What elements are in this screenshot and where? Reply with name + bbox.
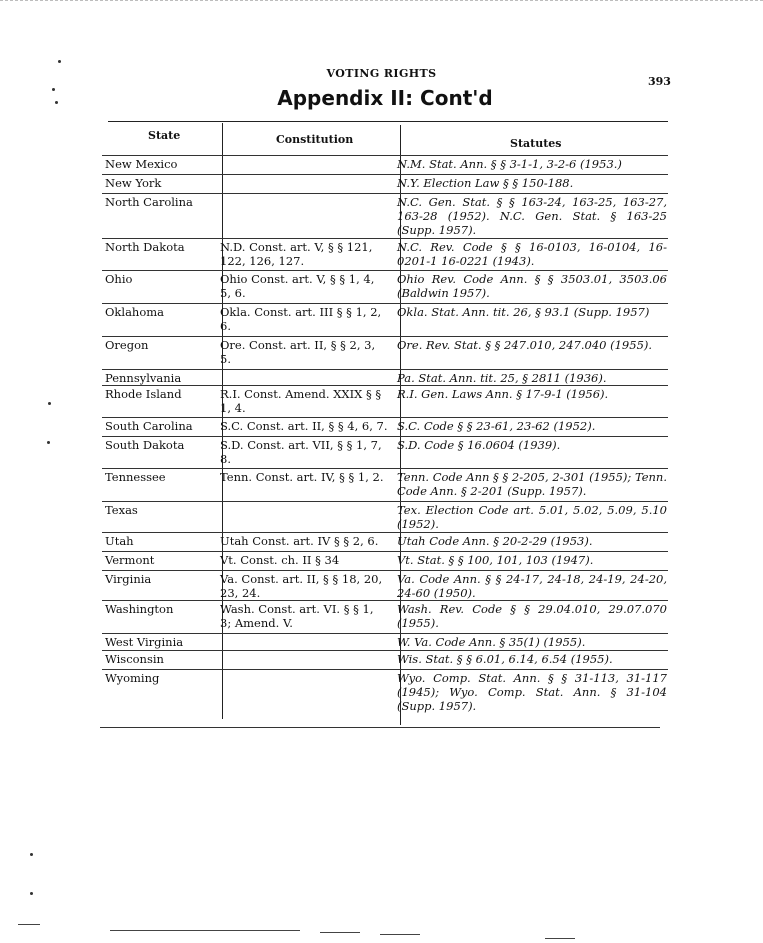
row-rule	[102, 501, 668, 502]
constitution-cell: Ohio Const. art. V, § § 1, 4, 5, 6.	[220, 272, 375, 300]
row-rule	[102, 303, 668, 304]
scan-edge-mark	[110, 930, 300, 931]
row-rule	[102, 270, 668, 271]
state-cell: Utah	[105, 534, 134, 548]
state-cell: New York	[105, 176, 162, 190]
scan-speck	[52, 88, 55, 91]
column-header-constitution: Constitution	[276, 133, 354, 146]
scan-top-edge	[0, 0, 763, 1]
statutes-cell: Pa. Stat. Ann. tit. 25, § 2811 (1936).	[397, 371, 607, 385]
row-rule	[102, 532, 668, 533]
state-cell: New Mexico	[105, 157, 178, 171]
row-rule	[102, 385, 668, 386]
row-rule	[102, 468, 668, 469]
row-rule	[102, 551, 668, 552]
statutes-cell: Vt. Stat. § § 100, 101, 103 (1947).	[397, 553, 594, 567]
column-header-state: State	[148, 129, 181, 142]
statutes-cell: N.M. Stat. Ann. § § 3-1-1, 3-2-6 (1953.)	[397, 157, 622, 171]
scan-edge-mark	[545, 938, 575, 939]
constitution-cell: Ore. Const. art. II, § § 2, 3, 5.	[220, 338, 376, 366]
row-rule	[102, 155, 668, 156]
scan-speck	[30, 892, 33, 895]
constitution-cell: S.D. Const. art. VII, § § 1, 7, 8.	[220, 438, 382, 466]
page-number: 393	[648, 75, 671, 88]
state-cell: Wisconsin	[105, 652, 164, 666]
statutes-cell: S.D. Code § 16.0604 (1939).	[397, 438, 561, 452]
row-rule	[102, 633, 668, 634]
scan-speck	[55, 101, 58, 104]
state-cell: Washington	[105, 602, 174, 616]
state-cell: Texas	[105, 503, 138, 517]
statutes-cell: Tenn. Code Ann § § 2-205, 2-301 (1955); Tenn. Code Ann. § 2-201 (Supp. 1957).	[397, 470, 667, 498]
row-rule	[102, 600, 668, 601]
statutes-cell: S.C. Code § § 23-61, 23-62 (1952).	[397, 419, 596, 433]
constitution-cell: Va. Const. art. II, § § 18, 20, 23, 24.	[220, 572, 383, 600]
statutes-cell: N.Y. Election Law § § 150-188.	[397, 176, 574, 190]
statutes-cell: W. Va. Code Ann. § 35(1) (1955).	[397, 635, 586, 649]
constitution-cell: Wash. Const. art. VI. § § 1, 3; Amend. V.	[220, 602, 374, 630]
row-rule	[102, 369, 668, 370]
row-rule	[102, 669, 668, 670]
statutes-cell: Wyo. Comp. Stat. Ann. § § 31-113, 31-117 (1945); Wyo. Comp. Stat. Ann. § 31-104 (Supp. 1957).	[397, 671, 667, 713]
row-rule	[102, 436, 668, 437]
state-cell: Oklahoma	[105, 305, 165, 319]
scan-speck	[30, 853, 33, 856]
constitution-cell: Tenn. Const. art. IV, § § 1, 2.	[220, 470, 384, 484]
statutes-cell: Va. Code Ann. § § 24-17, 24-18, 24-19, 24-20, 24-60 (1950).	[397, 572, 667, 600]
table-top-rule	[108, 121, 668, 122]
statutes-cell: Ore. Rev. Stat. § § 247.010, 247.040 (1955).	[397, 338, 653, 352]
state-cell: Ohio	[105, 272, 133, 286]
statutes-cell: Ohio Rev. Code Ann. § § 3503.01, 3503.06 (Baldwin 1957).	[397, 272, 667, 300]
scan-speck	[48, 402, 51, 405]
scan-edge-mark	[320, 932, 360, 933]
row-rule	[102, 174, 668, 175]
state-cell: Oregon	[105, 338, 149, 352]
table-bottom-rule	[100, 727, 660, 728]
scan-edge-mark	[18, 924, 40, 925]
statutes-cell: Wash. Rev. Code § § 29.04.010, 29.07.070 (1955).	[397, 602, 667, 630]
row-rule	[102, 193, 668, 194]
statutes-cell: Okla. Stat. Ann. tit. 26, § 93.1 (Supp. 1957)	[397, 305, 650, 319]
row-rule	[102, 238, 668, 239]
state-cell: Vermont	[105, 553, 155, 567]
state-cell: West Virginia	[105, 635, 184, 649]
constitution-cell: N.D. Const. art. V, § § 121, 122, 126, 127.	[220, 240, 373, 268]
state-cell: Rhode Island	[105, 387, 182, 401]
state-cell: South Carolina	[105, 419, 193, 433]
state-cell: Wyoming	[105, 671, 160, 685]
constitution-cell: Okla. Const. art. III § § 1, 2, 6.	[220, 305, 382, 333]
statutes-cell: N.C. Gen. Stat. § § 163-24, 163-25, 163-27, 163-28 (1952). N.C. Gen. Stat. § 163-25 (Supp. 1957).	[397, 195, 667, 237]
scan-speck	[58, 60, 61, 63]
row-rule	[102, 650, 668, 651]
constitution-cell: S.C. Const. art. II, § § 4, 6, 7.	[220, 419, 388, 433]
row-rule	[102, 570, 668, 571]
state-cell: North Carolina	[105, 195, 193, 209]
state-cell: North Dakota	[105, 240, 185, 254]
row-rule	[102, 417, 668, 418]
statutes-cell: N.C. Rev. Code § § 16-0103, 16-0104, 16-0201-1 16-0221 (1943).	[397, 240, 667, 268]
constitution-cell: R.I. Const. Amend. XXIX § § 1, 4.	[220, 387, 382, 415]
state-cell: Tennessee	[105, 470, 166, 484]
constitution-cell: Utah Const. art. IV § § 2, 6.	[220, 534, 379, 548]
scan-speck	[47, 441, 50, 444]
row-rule	[102, 336, 668, 337]
scan-edge-mark	[380, 934, 420, 935]
statutes-cell: R.I. Gen. Laws Ann. § 17-9-1 (1956).	[397, 387, 609, 401]
statutes-cell: Wis. Stat. § § 6.01, 6.14, 6.54 (1955).	[397, 652, 613, 666]
constitution-cell: Vt. Const. ch. II § 34	[220, 553, 340, 567]
column-header-statutes: Statutes	[510, 137, 562, 150]
state-cell: South Dakota	[105, 438, 185, 452]
statutes-cell: Tex. Election Code art. 5.01, 5.02, 5.09, 5.10 (1952).	[397, 503, 667, 531]
running-head: VOTING RIGHTS	[326, 67, 437, 80]
state-cell: Virginia	[105, 572, 152, 586]
page-title: Appendix II: Cont'd	[277, 86, 493, 110]
state-cell: Pennsylvania	[105, 371, 182, 385]
statutes-cell: Utah Code Ann. § 20-2-29 (1953).	[397, 534, 593, 548]
